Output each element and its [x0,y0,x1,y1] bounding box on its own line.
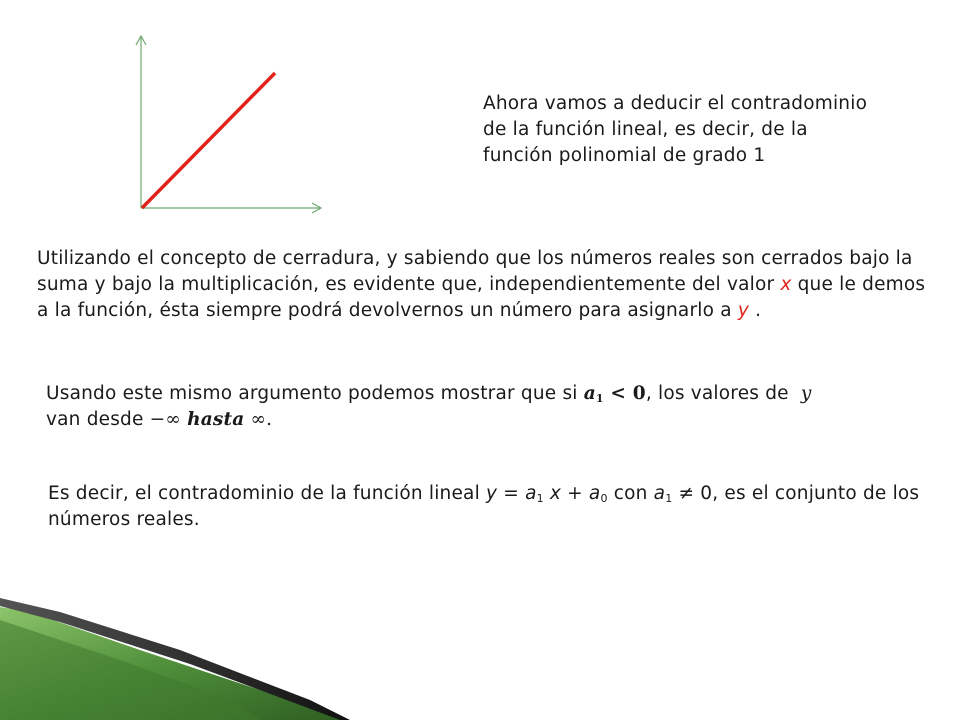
variable-y: y [737,300,749,321]
variable-x: x [780,274,792,295]
hasta-word: hasta [187,409,245,430]
conclusion-text-1: Es decir, el contradominio de la función lineal [48,483,487,504]
negative-period: . [266,409,273,430]
infinity: ∞ [244,409,267,430]
closure-text-3: . [749,300,762,321]
eq-plus: + [561,483,589,504]
coefficient-a: a [583,383,596,404]
negative-infinity: −∞ [149,409,188,430]
eq-a1-subscript: 1 [536,492,544,505]
eq-x: x [543,483,562,504]
variable-y-2: y [800,383,812,404]
eq-a0: a [588,483,601,504]
negative-text-3: van desde [46,409,150,430]
conclusion-con: con [607,483,654,504]
negative-text-1: Usando este mismo argumento podemos mostrar que si [46,383,584,404]
coefficient-a-subscript: 1 [595,392,604,405]
eq-y: y [486,483,498,504]
eq-equals: = [497,483,526,504]
eq-a0-subscript: 0 [600,492,608,505]
condition: < 0 [603,383,646,404]
cond-a1-subscript: 1 [665,492,673,505]
negative-text-2: , los valores de [645,383,795,404]
closure-text-1: Utilizando el concepto de cerradura, y sabiendo que los números reales son cerrados bajo la suma y bajo la multiplicación, es evidente que, independientemente del valor [37,248,913,295]
closure-text-2: que le demos a la función, ésta siempre podrá devolvernos un número para asignarlo a [37,274,926,321]
conclusion-text-2: ≠ 0, es el conjunto de los números reales. [48,483,920,530]
intro-paragraph: Ahora vamos a deducir el contradominio de la función lineal, es decir, de la función polinomial de grado 1 [483,93,868,166]
cond-a1: a [653,483,666,504]
eq-a1: a [525,483,537,504]
